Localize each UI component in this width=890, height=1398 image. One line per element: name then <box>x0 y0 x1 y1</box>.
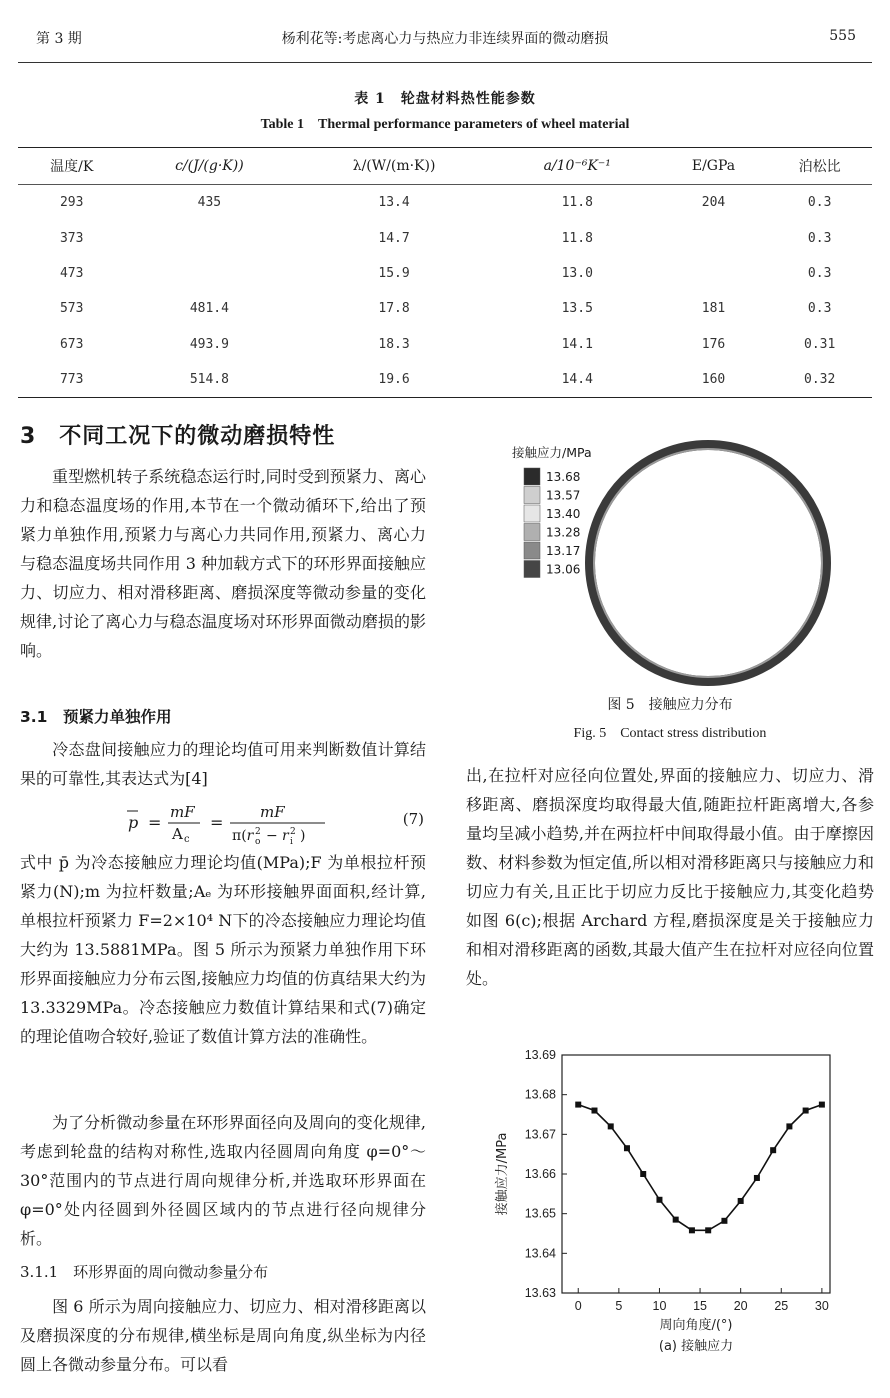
svg-text:mF: mF <box>170 803 195 821</box>
x-axis-label: 周向角度/(°) <box>659 1318 733 1333</box>
table-cell: 13.0 <box>561 265 593 281</box>
table-cell <box>660 256 768 291</box>
svg-text:=: = <box>148 813 162 832</box>
table-row <box>18 220 872 255</box>
paragraph-text: 图 6 所示为周向接触应力、切应力、相对滑移距离以及磨损深度的分布规律,横坐标是周向角度,纵坐标为内径圆上各微动参量分布。可以看 <box>20 1297 426 1374</box>
table-cell: 15.9 <box>378 265 410 281</box>
legend <box>524 468 580 578</box>
legend-label: 13.28 <box>546 525 581 540</box>
paragraph <box>20 1108 426 1253</box>
table-cell: 11.8 <box>561 230 593 246</box>
y-tick-label: 13.69 <box>524 1048 556 1062</box>
issue-label: 第 3 期 <box>36 31 82 47</box>
svg-text:o: o <box>255 837 261 844</box>
x-tick-label: 10 <box>652 1299 667 1313</box>
y-tick-label: 13.64 <box>524 1246 556 1261</box>
y-tick-label: 13.65 <box>524 1206 556 1221</box>
table-cell: 13.4 <box>378 195 410 211</box>
legend-swatch <box>524 561 540 578</box>
x-tick-label: 5 <box>615 1299 623 1313</box>
table-cell: 493.9 <box>189 336 229 352</box>
paragraph <box>466 761 874 993</box>
table-cell: 160 <box>660 362 768 398</box>
table-cell: 0.3 <box>807 195 832 211</box>
table-row <box>18 256 872 291</box>
paragraph <box>20 735 426 793</box>
y-tick-label: 13.68 <box>524 1087 556 1102</box>
x-tick-label: 25 <box>774 1299 789 1313</box>
data-point <box>640 1171 646 1177</box>
table-cell <box>125 220 293 255</box>
chart-caption: (a) 接触应力 <box>658 1339 734 1354</box>
column-header: λ/(W/(m·K)) <box>293 148 494 185</box>
y-tick-label: 13.66 <box>524 1167 556 1181</box>
legend-label: 13.40 <box>546 507 581 521</box>
table-cell: 176 <box>701 336 726 352</box>
series-line <box>578 1105 822 1231</box>
table-cell: 0.31 <box>804 336 836 352</box>
data-point <box>819 1102 825 1108</box>
table-cell: 573 <box>59 301 84 317</box>
thermal-properties-table <box>18 147 872 398</box>
x-tick-label: 30 <box>814 1299 829 1313</box>
figure-6a <box>470 1045 870 1390</box>
table-cell: 18.3 <box>378 336 410 352</box>
subsubsection-title: 3.1.1 环形界面的周向微动参量分布 <box>20 1263 269 1281</box>
data-point <box>575 1102 581 1108</box>
svg-text:i: i <box>290 837 293 844</box>
svg-text:=: = <box>210 813 224 832</box>
legend-swatch <box>524 505 540 522</box>
table-cell: 0.3 <box>807 301 832 317</box>
svg-text:r: r <box>282 828 289 844</box>
table-cell: 514.8 <box>125 362 293 398</box>
y-tick-label: 13.67 <box>524 1127 556 1142</box>
y-axis-label: 接触应力/MPa <box>495 1132 510 1216</box>
running-head <box>22 28 868 50</box>
x-tick-label: 15 <box>693 1299 708 1313</box>
legend-label: 13.68 <box>546 470 581 484</box>
data-point <box>721 1218 727 1224</box>
running-title: 杨利花等:考虑离心力与热应力非连续界面的微动磨损 <box>281 31 609 47</box>
column-header: a/10⁻⁶K⁻¹ <box>495 148 660 185</box>
paragraph-text: 为了分析微动参量在环形界面径向及周向的变化规律,考虑到轮盘的结构对称性,选取内径圆周向角度 φ=0°～30°范围内的节点进行周向规律分析,并选取环形界面在 φ=0°处内径圆到外径圆区域内的节点进行径向规律分析。 <box>20 1113 426 1248</box>
svg-text:A: A <box>172 825 183 843</box>
table-row <box>18 362 872 398</box>
data-point <box>624 1145 630 1151</box>
svg-text:mF: mF <box>260 803 285 821</box>
column-header: 泊松比 <box>767 148 872 185</box>
data-point <box>656 1197 662 1203</box>
data-point <box>738 1198 744 1204</box>
svg-text:2: 2 <box>255 827 261 837</box>
legend-swatch <box>524 542 540 559</box>
table-cell <box>125 256 293 291</box>
svg-text:2: 2 <box>290 827 296 837</box>
table-cell <box>660 220 768 255</box>
table-cell: 481.4 <box>189 301 229 317</box>
table-cell: 181 <box>701 301 726 317</box>
table-cell: 293 <box>59 195 84 211</box>
data-point <box>754 1175 760 1181</box>
svg-text:−: − <box>266 828 278 844</box>
table-row <box>18 185 872 221</box>
paragraph-text: 重型燃机转子系统稳态运行时,同时受到预紧力、离心力和稳态温度场的作用,本节在一个微动循环下,给出了预紧力单独作用,预紧力与离心力共同作用,预紧力、离心力与稳态温度场共同作用 3 种加载方式下的环形界面接触应力、切应力、相对滑移距离、磨损深度等微动参量的变化规律,讨论了离心力与稳态温度场对环形界面微动磨损的影响。 <box>20 467 426 660</box>
data-point <box>591 1108 597 1114</box>
table-cell: 17.8 <box>378 301 410 317</box>
equation-graphic <box>20 800 426 844</box>
legend-label: 13.57 <box>546 488 581 503</box>
x-tick-label: 20 <box>733 1299 748 1313</box>
column-header: c/(J/(g·K)) <box>125 148 293 185</box>
data-point <box>770 1147 776 1153</box>
legend-label: 13.17 <box>546 544 581 558</box>
table-cell: 0.3 <box>807 265 832 281</box>
table-caption-en: Table 1 Thermal performance parameters of wheel material <box>260 117 630 132</box>
table-cell: 673 <box>59 336 84 352</box>
svg-text:p: p <box>128 813 139 832</box>
table-cell: 14.7 <box>378 230 410 246</box>
table-caption-zh: 表 1 轮盘材料热性能参数 <box>354 91 536 107</box>
plot-frame <box>562 1055 830 1293</box>
equation-number: (7) <box>402 810 424 828</box>
data-point <box>786 1123 792 1129</box>
svg-text:): ) <box>300 828 306 844</box>
header-rule <box>18 62 872 63</box>
legend-label: 13.06 <box>546 562 581 577</box>
legend-title: 接触应力/MPa <box>512 445 592 460</box>
table-cell: 14.1 <box>561 336 593 352</box>
paragraph-text: 式中 p̄ 为冷态接触应力理论均值(MPa);F 为单根拉杆预紧力(N);m 为拉杆数量;Aₑ 为环形接触界面面积,经计算,单根拉杆预紧力 F=2×10⁴ N下的冷态接触应力理论均值大约为 13.5881MPa。图 5 所示为预紧力单独作用下环形界面接触应力分布云图,接触应力均值的仿真结果大约为 13.3329MPa。冷态接触应力数值计算结果和式(7)确定的理论值吻合较好,验证了数值计算方法的准确性。 <box>20 853 426 1046</box>
svg-text:π(r: π(r <box>232 828 254 844</box>
x-tick-label: 0 <box>574 1299 582 1313</box>
paragraph <box>20 848 426 1051</box>
y-tick-label: 13.63 <box>524 1286 556 1300</box>
figure-5 <box>500 438 840 688</box>
table-header-row <box>18 148 872 185</box>
column-header: 温度/K <box>18 148 125 185</box>
paragraph <box>20 462 426 665</box>
contact-stress-chart <box>470 1045 870 1390</box>
page-number: 555 <box>829 28 856 44</box>
figure-5-caption-en: Fig. 5 Contact stress distribution <box>573 726 767 741</box>
data-point <box>803 1108 809 1114</box>
table-cell: 13.5 <box>561 301 593 317</box>
table-cell: 204 <box>701 195 726 211</box>
table-cell: 0.3 <box>807 230 832 246</box>
table-cell: 14.4 <box>495 362 660 398</box>
contact-ring <box>590 445 826 681</box>
legend-swatch <box>524 524 540 541</box>
legend-swatch <box>524 468 540 485</box>
column-header: E/GPa <box>660 148 768 185</box>
table-cell: 773 <box>18 362 125 398</box>
paragraph <box>20 1292 426 1379</box>
table-cell: 11.8 <box>561 195 593 211</box>
data-point <box>608 1123 614 1129</box>
legend-swatch <box>524 487 540 504</box>
table-cell: 0.32 <box>767 362 872 398</box>
paragraph-text: 冷态盘间接触应力的理论均值可用来判断数值计算结果的可靠性,其表达式为[4] <box>20 740 426 788</box>
equation-7 <box>20 800 426 844</box>
table-row <box>18 327 872 362</box>
table-cell: 373 <box>59 230 84 246</box>
svg-text:c: c <box>184 834 190 844</box>
data-point <box>689 1227 695 1233</box>
paragraph-text: 出,在拉杆对应径向位置处,界面的接触应力、切应力、滑移距离、磨损深度均取得最大值,随距拉杆距离增大,各参量均呈减小趋势,并在两拉杆中间取得最小值。由于摩擦因数、材料参数为恒定值,所以相对滑移距离只与接触应力和切应力有关,且正比于切应力反比于接触应力,其变化趋势如图 6(c);根据 Archard 方程,磨损深度是关于接触应力和相对滑移距离的函数,其最大值产生在拉杆对应径向位置处。 <box>466 766 874 988</box>
table-cell: 435 <box>197 195 222 211</box>
data-point <box>673 1217 679 1223</box>
table-cell: 19.6 <box>293 362 494 398</box>
section-title: 3 不同工况下的微动磨损特性 <box>20 424 336 449</box>
subsection-title: 3.1 预紧力单独作用 <box>20 708 172 726</box>
contact-stress-contour <box>500 438 840 688</box>
table-row <box>18 291 872 326</box>
figure-5-caption-zh: 图 5 接触应力分布 <box>607 697 733 713</box>
data-point <box>705 1227 711 1233</box>
table-cell: 473 <box>59 265 84 281</box>
